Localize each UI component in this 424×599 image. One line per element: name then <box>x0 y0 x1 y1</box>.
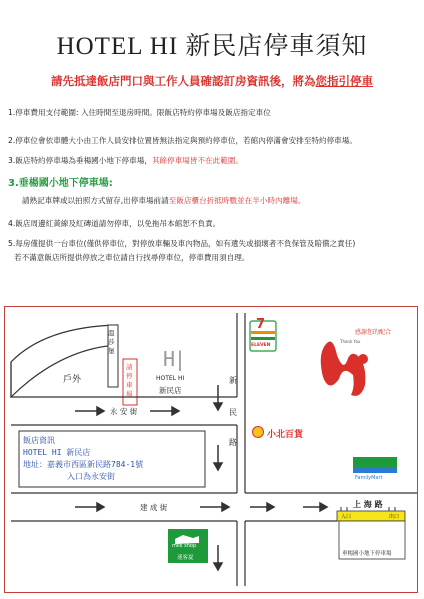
milkshop-label: milk shop <box>172 543 197 549</box>
info-name: HOTEL HI 新民店 <box>23 448 91 457</box>
seven-eleven-num: 7 <box>256 317 266 332</box>
rule-3-detail-warning: 至飯店櫃台折抵時數並在半小時內離場。 <box>168 196 306 205</box>
road-shanghai: 上 海 路 <box>353 500 383 509</box>
info-address: 地址：嘉義市西區新民路784-1號 <box>23 460 144 469</box>
outdoor-label: 戶外 <box>63 375 82 385</box>
info-title: 飯店資訊 <box>23 436 55 445</box>
rule-5: 5.每房僅提供一台車位(僅供停車位，對停放車輛及車內物品，如有遺失或損壞者不負保管及賠償之責任) <box>8 239 356 248</box>
road-jiancheng: 建 成 街 <box>140 503 168 512</box>
hi-mascot <box>321 342 366 396</box>
road-xinmin-1: 新 <box>229 376 237 385</box>
subtitle <box>0 73 424 89</box>
rule-5-cont: 若不滿意飯店所提供停放之車位請自行找尋停車位，停車費用須自理。 <box>14 253 250 262</box>
rule-4: 4.飯店周邊紅黃線及紅磚道請勿停車，以免拖吊本館恕不負責。 <box>8 219 221 228</box>
outdoor-curve <box>11 325 117 397</box>
rule-1: 1.停車費用支付範圍: 入住時間至退房時間。限飯店特約停車場及飯店指定車位 <box>8 108 271 117</box>
road-yongan: 永 安 街 <box>110 407 138 416</box>
rule-3-detail-text: 請熟記車牌或以拍照方式留存,出停車場前請 <box>22 196 169 205</box>
entrance-label: 入口 <box>341 514 352 520</box>
thanks-en-label: Thank You <box>340 339 361 344</box>
hotel-brand: HOTEL HI <box>156 375 185 382</box>
subtitle-underlined: 您指引停車 <box>315 74 373 88</box>
school-parking-label: 垂楊國小地下停車場 <box>342 551 392 557</box>
shanghai-arrows <box>250 503 327 511</box>
familymart-logo <box>353 457 397 467</box>
info-entry: 入口為永安街 <box>67 472 115 481</box>
parking-map <box>4 306 418 593</box>
hotel-wall-label: 溫 莎 堡 <box>108 329 115 355</box>
rule-3-heading: 3.垂楊國小地下停車場: <box>8 178 113 189</box>
rule-3 <box>8 155 243 166</box>
subtitle-text: 請先抵達飯店門口與工作人員確認訂房資訊後，將為 <box>51 74 316 88</box>
milkshop-cn-label: 迷客夏 <box>177 555 194 561</box>
rule-3-detail <box>22 195 305 206</box>
exit-label: 出口 <box>389 514 400 520</box>
thanks-label: 感謝您的配合 <box>355 329 392 336</box>
familymart-label: FamilyMart <box>355 475 383 481</box>
xiaobei-logo <box>253 427 264 438</box>
rule-3-warning: 其餘停車場皆不在此範圍。 <box>151 156 244 165</box>
road-xinmin-2: 民 <box>229 408 237 417</box>
road-xinmin-3: 路 <box>229 438 237 447</box>
page-title: HOTEL HI 新民店停車須知 <box>56 33 368 60</box>
seven-eleven-label: ELEVEN <box>251 343 271 348</box>
rule-3-text: 3.飯店特約停車場為垂楊國小地下停車場， <box>8 156 152 165</box>
xinmin-arrows <box>214 385 222 570</box>
hotel-hi-logo-icon: H| <box>163 347 186 371</box>
hotel-branch: 新民店 <box>159 386 182 395</box>
xiaobei-label: 小北百貨 <box>267 430 304 440</box>
rule-2: 2.停車位會依車體大小由工作人員安排位置皆無法指定與預約停車位，若館內停滿會安排至特約停車場。 <box>8 136 357 145</box>
parking-lot-label: 請 停 車 場 <box>126 363 133 398</box>
